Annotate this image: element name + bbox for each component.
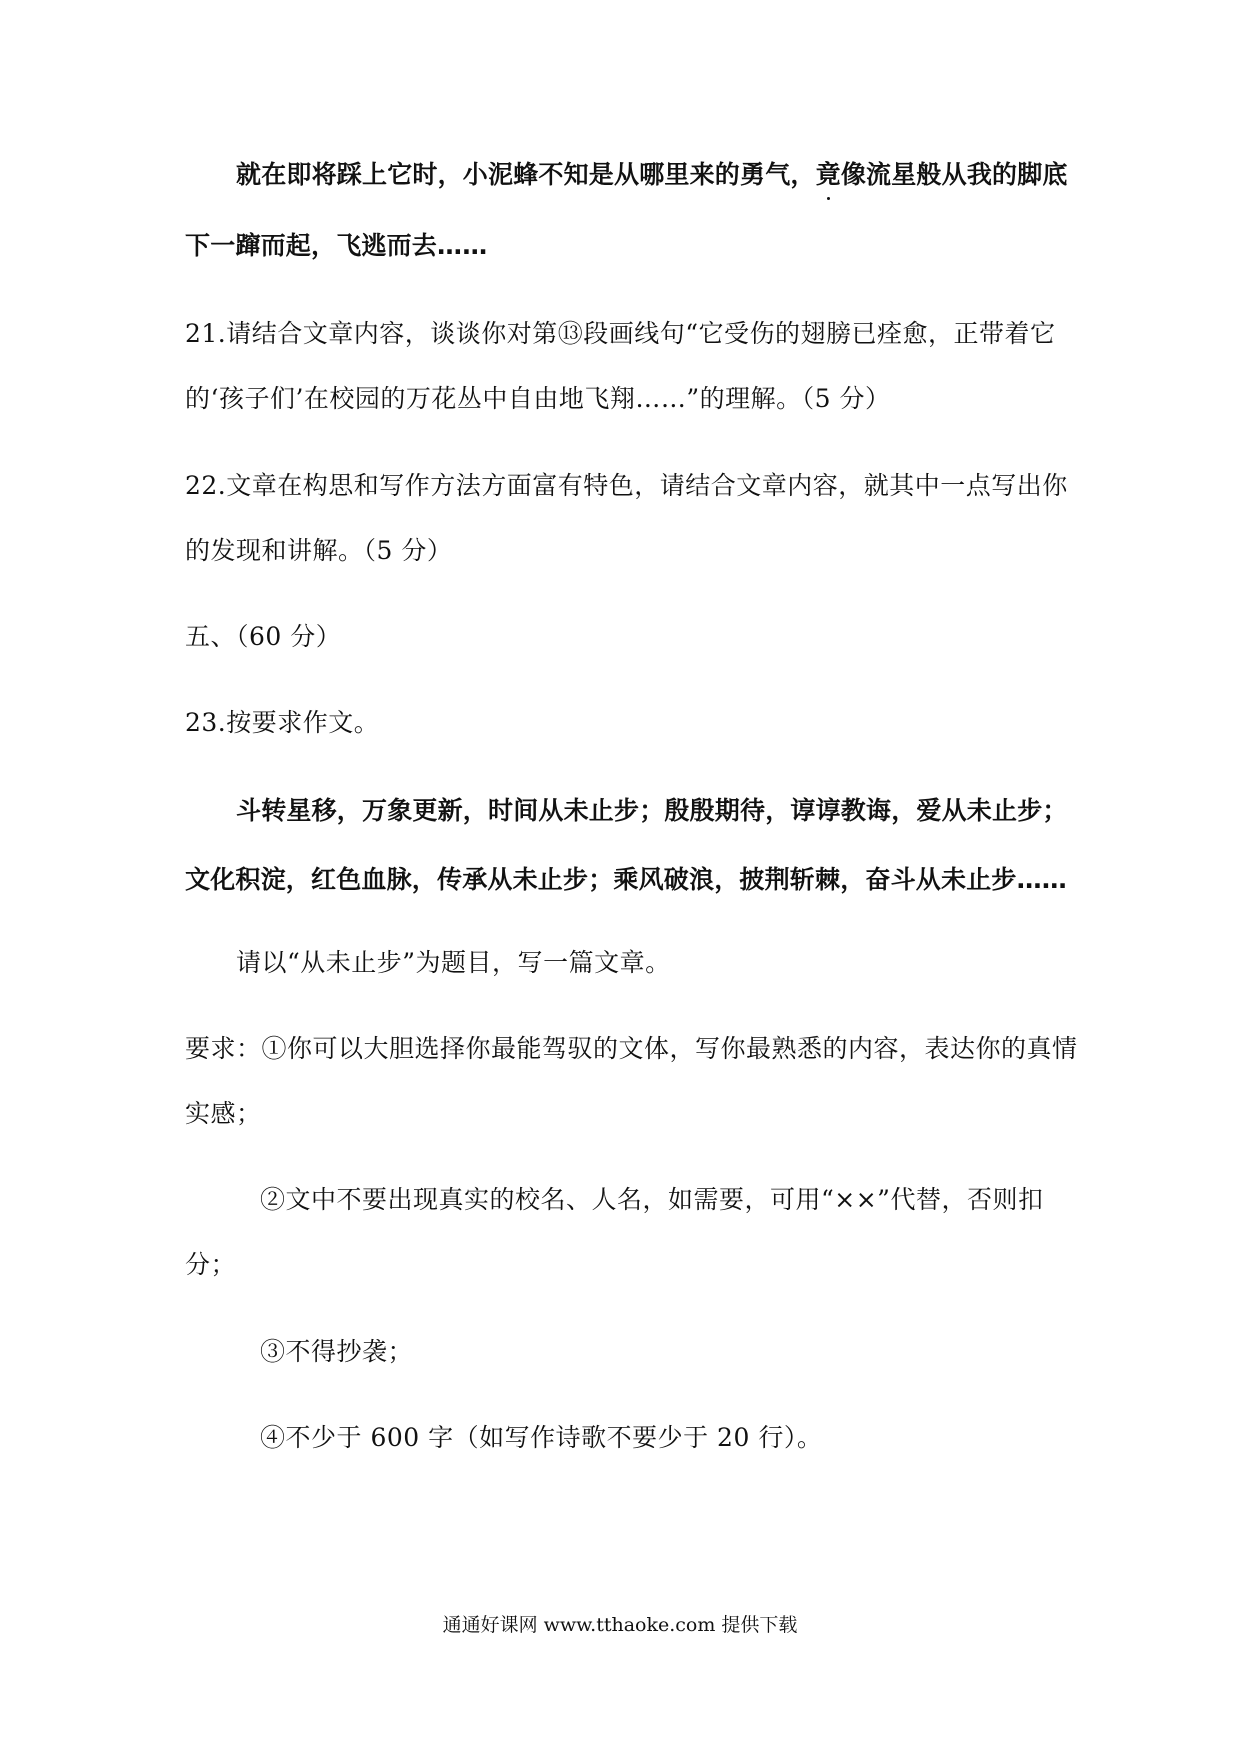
requirement-2-line-1: ②文中不要出现真实的校名、人名，如需要，可用“××”代替，否则扣: [260, 1185, 1044, 1214]
question-22-line-1: 22.文章在构思和写作方法方面富有特色，请结合文章内容，就其中一点写出你: [185, 471, 1068, 500]
essay-prompt-line-1: 斗转星移，万象更新，时间从未止步；殷殷期待，谆谆教诲，爱从未止步；: [236, 796, 1068, 825]
emphasis-dot-char: 竟: [816, 158, 841, 192]
passage-line-2: 下一蹿而起，飞逃而去……: [185, 231, 488, 260]
passage-line-1-pre: 就在即将踩上它时，小泥蜂不知是从哪里来的勇气，: [236, 160, 816, 189]
question-21-line-2: 的‘孩子们’在校园的万花丛中自由地飞翔……”的理解。（5 分）: [185, 384, 891, 413]
page-footer: 通通好课网 www.tthaoke.com 提供下载: [442, 1614, 798, 1636]
passage-line-1-post: 像流星般从我的脚底: [840, 160, 1068, 189]
question-21-line-1: 21.请结合文章内容，谈谈你对第⑬段画线句“它受伤的翅膀已痊愈，正带着它: [185, 319, 1056, 348]
question-23: 23.按要求作文。: [185, 708, 380, 737]
passage-line-1: [236, 158, 1116, 192]
essay-prompt-line-2: 文化积淀，红色血脉，传承从未止步；乘风破浪，披荆斩棘，奋斗从未止步……: [185, 865, 1068, 894]
requirement-2-line-2: 分；: [185, 1250, 237, 1279]
requirement-3: ③不得抄袭；: [260, 1337, 414, 1366]
essay-title-instruction: 请以“从未止步”为题目，写一篇文章。: [236, 948, 671, 977]
question-22-line-2: 的发现和讲解。（5 分）: [185, 536, 453, 565]
requirement-4: ④不少于 600 字（如写作诗歌不要少于 20 行）。: [260, 1423, 823, 1452]
section-5-heading: 五、（60 分）: [185, 622, 342, 651]
requirement-1-line-2: 实感；: [185, 1099, 262, 1128]
requirement-1-line-1: 要求：①你可以大胆选择你最能驾驭的文体，写你最熟悉的内容，表达你的真情: [185, 1034, 1078, 1063]
